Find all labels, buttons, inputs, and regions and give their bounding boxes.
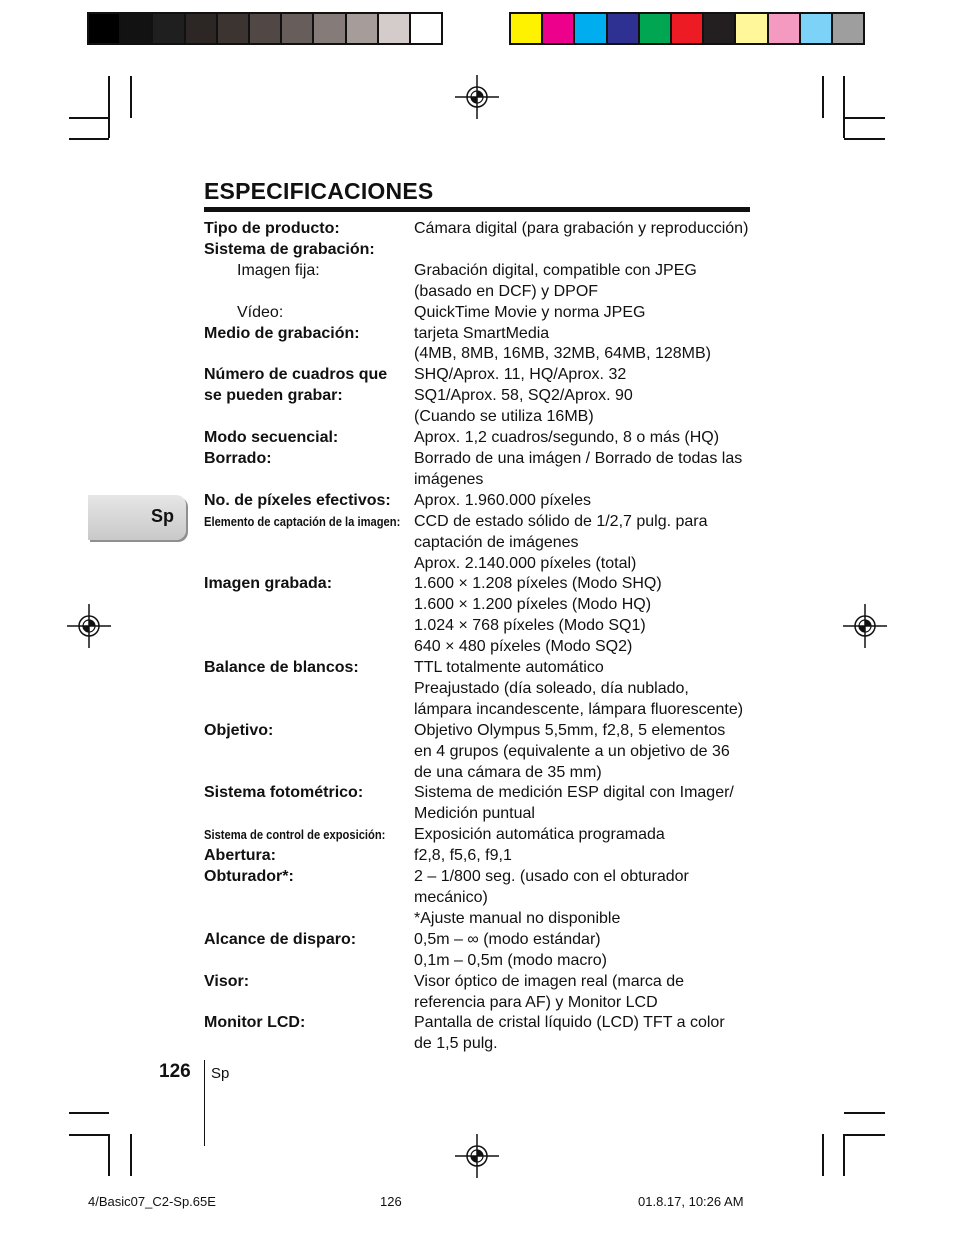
color-swatch <box>184 14 216 43</box>
spec-value-line: (Cuando se utiliza 16MB) <box>414 408 594 426</box>
spec-value-line: Visor óptico de imagen real (marca de <box>414 972 685 990</box>
color-swatch <box>511 14 541 43</box>
spec-value-line: Sistema de medición ESP digital con Imager/ <box>414 784 734 802</box>
color-swatch <box>119 14 151 43</box>
footer-timestamp: 01.8.17, 10:26 AM <box>638 1194 744 1209</box>
spec-label: Obturador*: <box>204 868 294 886</box>
spec-label: Elemento de captación de la imagen: <box>204 513 401 529</box>
spec-value-line: (4MB, 8MB, 16MB, 32MB, 64MB, 128MB) <box>414 345 711 363</box>
crop-mark <box>69 138 109 140</box>
spec-value <box>414 240 764 261</box>
color-swatch <box>573 14 605 43</box>
spec-value <box>414 825 764 846</box>
spec-value-line: 640 × 480 píxeles (Modo SQ2) <box>414 638 633 656</box>
color-swatch <box>799 14 831 43</box>
spec-value-line: 1.600 × 1.200 píxeles (Modo HQ) <box>414 596 652 614</box>
spec-value <box>414 1013 764 1055</box>
spec-label: Imagen grabada: <box>204 575 333 593</box>
color-swatch <box>312 14 344 43</box>
spec-row <box>204 365 764 386</box>
spec-value <box>414 219 764 240</box>
spec-value-line: *Ajuste manual no disponible <box>414 909 621 927</box>
crop-mark <box>822 1134 824 1176</box>
color-swatch <box>670 14 702 43</box>
spec-value-line: Aprox. 1.960.000 píxeles <box>414 491 592 509</box>
spec-value-line: Borrado de una imágen / Borrado de todas las <box>414 449 743 467</box>
spec-value-line: f2,8, f5,6, f9,1 <box>414 847 512 865</box>
color-swatch <box>280 14 312 43</box>
spec-value-line: 0,1m – 0,5m (modo macro) <box>414 951 607 969</box>
spec-row <box>204 721 764 784</box>
spec-row <box>204 386 764 428</box>
spec-row <box>204 867 764 930</box>
specifications-table <box>204 219 764 1055</box>
spec-value-line: lámpara incandescente, lámpara fluorescente) <box>414 700 744 718</box>
color-swatch <box>767 14 799 43</box>
spec-label: Sistema de control de exposición: <box>204 827 386 843</box>
spec-value-line: imágenes <box>414 470 484 488</box>
spec-row <box>204 658 764 721</box>
registration-mark-icon <box>843 604 887 648</box>
grayscale-color-bar <box>87 12 443 45</box>
spec-row <box>204 783 764 825</box>
spec-value-line: TTL totalmente automático <box>414 659 604 677</box>
spec-value-line: Objetivo Olympus 5,5mm, f2,8, 5 elementos <box>414 721 726 739</box>
spec-label: Alcance de disparo: <box>204 930 357 948</box>
footer-page: 126 <box>380 1194 402 1209</box>
spec-label: Sistema de grabación: <box>204 240 375 258</box>
spec-value <box>414 972 764 1014</box>
spec-value-line: Aprox. 2.140.000 píxeles (total) <box>414 554 637 572</box>
crop-mark <box>844 117 885 119</box>
spec-value-line: Aprox. 1,2 cuadros/segundo, 8 o más (HQ) <box>414 429 720 447</box>
color-swatch <box>345 14 377 43</box>
spec-row <box>204 1013 764 1055</box>
spec-value-line: de una cámara de 35 mm) <box>414 763 602 781</box>
spec-value-line: CCD de estado sólido de 1/2,7 pulg. para <box>414 512 708 530</box>
spec-row <box>204 219 764 240</box>
registration-mark-icon <box>455 1134 499 1178</box>
spec-row <box>204 491 764 512</box>
spec-value <box>414 261 764 303</box>
spec-row <box>204 449 764 491</box>
spec-value <box>414 930 764 972</box>
spec-value-line: Pantalla de cristal líquido (LCD) TFT a color <box>414 1014 725 1032</box>
spec-value-line: captación de imágenes <box>414 533 579 551</box>
spec-row <box>204 846 764 867</box>
crop-mark <box>108 76 110 138</box>
spec-label: se pueden grabar: <box>204 387 343 405</box>
spec-row <box>204 324 764 366</box>
spec-value-line: Preajustado (día soleado, día nublado, <box>414 679 689 697</box>
crop-mark <box>822 76 824 118</box>
spec-label: Objetivo: <box>204 721 274 739</box>
spec-value-line: de 1,5 pulg. <box>414 1035 498 1053</box>
spec-label: Balance de blancos: <box>204 659 359 677</box>
process-color-bar <box>509 12 865 45</box>
spec-row <box>204 825 764 846</box>
registration-mark-icon <box>67 604 111 648</box>
spec-value <box>414 721 764 784</box>
spec-value-line: Exposición automática programada <box>414 826 665 844</box>
spec-row <box>204 512 764 575</box>
spec-value <box>414 491 764 512</box>
color-swatch <box>377 14 409 43</box>
spec-value-line: SHQ/Aprox. 11, HQ/Aprox. 32 <box>414 366 627 384</box>
spec-value-line: Cámara digital (para grabación y reproducción) <box>414 220 749 237</box>
spec-row <box>204 428 764 449</box>
color-swatch <box>151 14 183 43</box>
color-swatch <box>606 14 638 43</box>
spec-label: Sistema fotométrico: <box>204 784 364 802</box>
spec-row <box>204 574 764 658</box>
spec-value-line: Medición puntual <box>414 805 535 823</box>
crop-mark <box>130 1134 132 1176</box>
spec-value <box>414 449 764 491</box>
spec-row <box>204 261 764 303</box>
spec-label: Número de cuadros que <box>204 366 388 384</box>
spec-value-line: Grabación digital, compatible con JPEG <box>414 261 697 279</box>
footer-file: 4/Basic07_C2-Sp.65E <box>88 1194 216 1209</box>
spec-label: Vídeo: <box>237 303 284 321</box>
spec-value <box>414 512 764 575</box>
spec-label: Borrado: <box>204 449 272 467</box>
crop-mark <box>844 1112 885 1114</box>
spec-value <box>414 658 764 721</box>
spec-value <box>414 303 764 324</box>
language-tab <box>88 495 186 540</box>
spec-value <box>414 574 764 658</box>
page-title: ESPECIFICACIONES <box>204 178 434 204</box>
spec-label: Imagen fija: <box>237 261 320 279</box>
spec-value <box>414 846 764 867</box>
crop-mark <box>69 1134 109 1136</box>
language-tab-label: Sp <box>150 506 174 526</box>
spec-label: No. de píxeles efectivos: <box>204 491 391 509</box>
spec-value <box>414 783 764 825</box>
color-swatch <box>216 14 248 43</box>
color-swatch <box>541 14 573 43</box>
spec-row <box>204 240 764 261</box>
color-swatch <box>702 14 734 43</box>
spec-value-line: 1.024 × 768 píxeles (Modo SQ1) <box>414 617 646 635</box>
color-swatch <box>638 14 670 43</box>
page-number: 126 <box>159 1061 191 1082</box>
spec-row <box>204 930 764 972</box>
spec-value-line: en 4 grupos (equivalente a un objetivo de 36 <box>414 742 730 760</box>
color-swatch <box>831 14 863 43</box>
spec-row <box>204 972 764 1014</box>
spec-label: Monitor LCD: <box>204 1014 306 1032</box>
spec-value <box>414 324 764 366</box>
page-number-divider <box>204 1060 205 1146</box>
spec-value <box>414 867 764 930</box>
spec-value-line: 2 – 1/800 seg. (usado con el obturador <box>414 868 689 886</box>
crop-mark <box>843 1134 845 1176</box>
title-rule <box>204 207 750 212</box>
crop-mark <box>843 76 845 138</box>
spec-value <box>414 365 764 386</box>
spec-value-line: mecánico) <box>414 889 488 906</box>
spec-value-line: 1.600 × 1.208 píxeles (Modo SHQ) <box>414 575 662 593</box>
color-swatch <box>409 14 441 43</box>
spec-value-line: 0,5m – ∞ (modo estándar) <box>414 930 601 948</box>
spec-value-line: QuickTime Movie y norma JPEG <box>414 303 646 321</box>
crop-mark <box>844 138 885 140</box>
spec-value-line: (basado en DCF) y DPOF <box>414 282 599 300</box>
color-swatch <box>734 14 766 43</box>
crop-mark <box>130 76 132 118</box>
spec-label: Tipo de producto: <box>204 220 340 237</box>
crop-mark <box>69 117 109 119</box>
crop-mark <box>108 1134 110 1176</box>
crop-mark <box>844 1134 885 1136</box>
spec-value-line: referencia para AF) y Monitor LCD <box>414 993 658 1011</box>
spec-value <box>414 428 764 449</box>
registration-mark-icon <box>455 75 499 119</box>
spec-value-line: tarjeta SmartMedia <box>414 324 550 342</box>
page-language: Sp <box>211 1065 230 1082</box>
crop-mark <box>69 1112 109 1114</box>
spec-value <box>414 386 764 428</box>
color-swatch <box>248 14 280 43</box>
spec-label: Medio de grabación: <box>204 324 360 342</box>
spec-label: Visor: <box>204 972 250 990</box>
spec-row <box>204 303 764 324</box>
spec-label: Modo secuencial: <box>204 429 339 447</box>
spec-value-line: SQ1/Aprox. 58, SQ2/Aprox. 90 <box>414 387 633 405</box>
spec-label: Abertura: <box>204 847 277 865</box>
color-swatch <box>89 14 119 43</box>
